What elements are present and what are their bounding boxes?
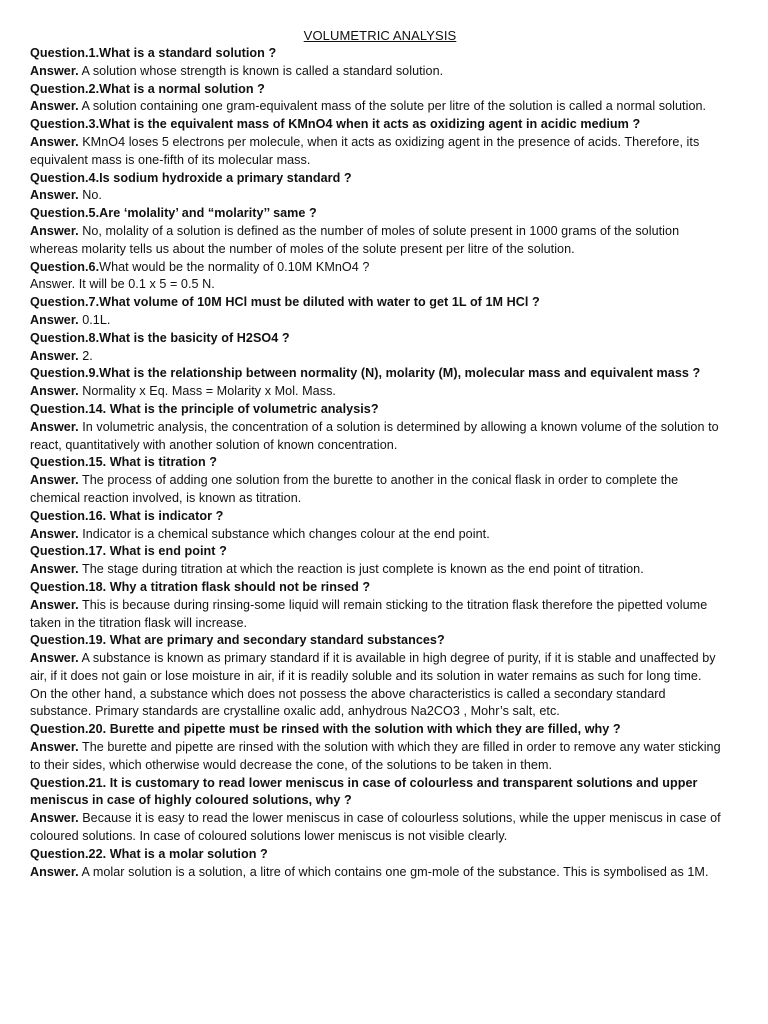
- answer-18: [30, 597, 730, 633]
- answer-text: A molar solution is a solution, a litre of which contains one gm-mole of the substance. This is symbolised as 1M.: [78, 864, 709, 879]
- answer-1: [30, 63, 730, 81]
- document-page: [30, 27, 730, 881]
- question-19: Question.19. What are primary and secondary standard substances?: [30, 633, 445, 648]
- answer-text: A solution containing one gram-equivalent mass of the solute per litre of the solution is called a normal solution.: [78, 99, 707, 114]
- answer-text: 0.1L.: [78, 312, 111, 327]
- question-4: Question.4.Is sodium hydroxide a primary standard ?: [30, 170, 352, 185]
- question-21: Question.21. It is customary to read lower meniscus in case of colourless and transparent solutions and upper meniscus in case of highly coloured solutions, why ?: [30, 775, 698, 808]
- question-15: Question.15. What is titration ?: [30, 455, 218, 470]
- question-5: Question.5.Are ‘molality’ and “molarity’’ same ?: [30, 206, 317, 221]
- question-1: Question.1.What is a standard solution ?: [30, 46, 277, 60]
- answer-22: [30, 864, 730, 882]
- question-18: Question.18. Why a titration flask should not be rinsed ?: [30, 579, 371, 594]
- answer-label: Answer.: [30, 811, 79, 826]
- answer-20: [30, 739, 730, 775]
- answer-label: Answer.: [30, 134, 79, 149]
- answer-2: [30, 98, 730, 116]
- question-22: Question.22. What is a molar solution ?: [30, 846, 268, 861]
- answer-label: Answer.: [30, 526, 79, 541]
- answer-label: Answer.: [30, 312, 79, 327]
- answer-5: [30, 223, 730, 259]
- answer-19: [30, 650, 730, 686]
- answer-text: Normality x Eq. Mass = Molarity x Mol. Mass.: [78, 384, 336, 399]
- answer-3: [30, 134, 730, 170]
- question-14: Question.14. What is the principle of volumetric analysis?: [30, 401, 379, 416]
- question-7: Question.7.What volume of 10M HCl must be diluted with water to get 1L of 1M HCl ?: [30, 295, 540, 310]
- answer-label: Answer.: [30, 864, 79, 879]
- page-title: VOLUMETRIC ANALYSIS: [303, 28, 457, 43]
- answer-16: [30, 526, 730, 544]
- answer-text: No, molality of a solution is defined as the number of moles of solute present in 1000 grams of the solution whereas molarity tells us about the number of moles of the solute present per litre of the solution.: [30, 223, 680, 256]
- answer-4: [30, 187, 730, 205]
- answer-text: A solution whose strength is known is called a standard solution.: [78, 63, 444, 78]
- answer-label: Answer.: [30, 384, 79, 399]
- answer-text: In volumetric analysis, the concentration of a solution is determined by allowing a known volume of the solution to react, quantitatively with another solution of known concentration.: [30, 419, 719, 452]
- question-17: Question.17. What is end point ?: [30, 544, 227, 559]
- answer-text: The process of adding one solution from the burette to another in the conical flask in order to complete the chemical reaction involved, is known as titration.: [30, 473, 679, 505]
- answer-text: 2.: [78, 348, 93, 363]
- answer-19-continued: On the other hand, a substance which does not possess the above characteristics is called a secondary standard substance. Primary standards are crystalline oxalic add, anhydrous Na2CO3 , Mohr’s salt, etc.: [30, 686, 666, 719]
- answer-label: Answer.: [30, 348, 79, 363]
- question-9: Question.9.What is the relationship between normality (N), molarity (M), molecular mass and equivalent mass ?: [30, 366, 701, 381]
- answer-label: Answer.: [30, 473, 79, 488]
- answer-15: [30, 472, 730, 508]
- question-2: Question.2.What is a normal solution ?: [30, 81, 265, 96]
- answer-text: The stage during titration at which the reaction is just complete is known as the end point of titration.: [78, 562, 644, 577]
- question-number: Question.6.: [30, 259, 100, 274]
- answer-text: Because it is easy to read the lower meniscus in case of colourless solutions, while the upper meniscus in case of coloured solutions. In case of coloured solutions lower meniscus is not visible clearly.: [30, 811, 721, 844]
- answer-label: Answer.: [30, 740, 79, 755]
- answer-label: Answer.: [30, 651, 79, 666]
- question-20: Question.20. Burette and pipette must be rinsed with the solution with which they are filled, why ?: [30, 722, 621, 737]
- answer-8: [30, 348, 730, 366]
- answer-label: Answer.: [30, 63, 79, 78]
- answer-label: Answer.: [30, 223, 79, 238]
- answer-6: Answer. It will be 0.1 x 5 = 0.5 N.: [30, 277, 215, 292]
- answer-text: Indicator is a chemical substance which changes colour at the end point.: [78, 526, 490, 541]
- answer-text: The burette and pipette are rinsed with the solution with which they are filled in order to remove any water sticking to their sides, which otherwise would decrease the cone, of the solutions to be taken in them.: [30, 740, 721, 772]
- question-text: What would be the normality of 0.10M KMnO4 ?: [99, 259, 370, 274]
- answer-text: A substance is known as primary standard if it is available in high degree of purity, if it is stable and unaffected by air, if it does not gain or lose moisture in air, if it is readily soluble and its solution in water remains as such for long time.: [30, 651, 716, 683]
- answer-text: KMnO4 loses 5 electrons per molecule, when it acts as oxidizing agent in the presence of acids. Therefore, its equivalent mass is one-fifth of its molecular mass.: [30, 134, 700, 167]
- answer-label: Answer.: [30, 597, 79, 612]
- answer-14: [30, 419, 730, 455]
- answer-7: [30, 312, 730, 330]
- answer-label: Answer.: [30, 188, 79, 203]
- answer-text: No.: [78, 188, 102, 203]
- question-16: Question.16. What is indicator ?: [30, 508, 224, 523]
- answer-label: Answer.: [30, 562, 79, 577]
- answer-text: This is because during rinsing-some liquid will remain sticking to the titration flask therefore the pipetted volume taken in the titration flask will increase.: [30, 597, 708, 630]
- answer-21: [30, 810, 730, 846]
- question-6: [30, 259, 730, 277]
- answer-9: [30, 383, 730, 401]
- answer-label: Answer.: [30, 99, 79, 114]
- question-3: Question.3.What is the equivalent mass of KMnO4 when it acts as oxidizing agent in acidic medium ?: [30, 117, 641, 132]
- answer-label: Answer.: [30, 419, 79, 434]
- answer-17: [30, 561, 730, 579]
- question-8: Question.8.What is the basicity of H2SO4 ?: [30, 330, 290, 345]
